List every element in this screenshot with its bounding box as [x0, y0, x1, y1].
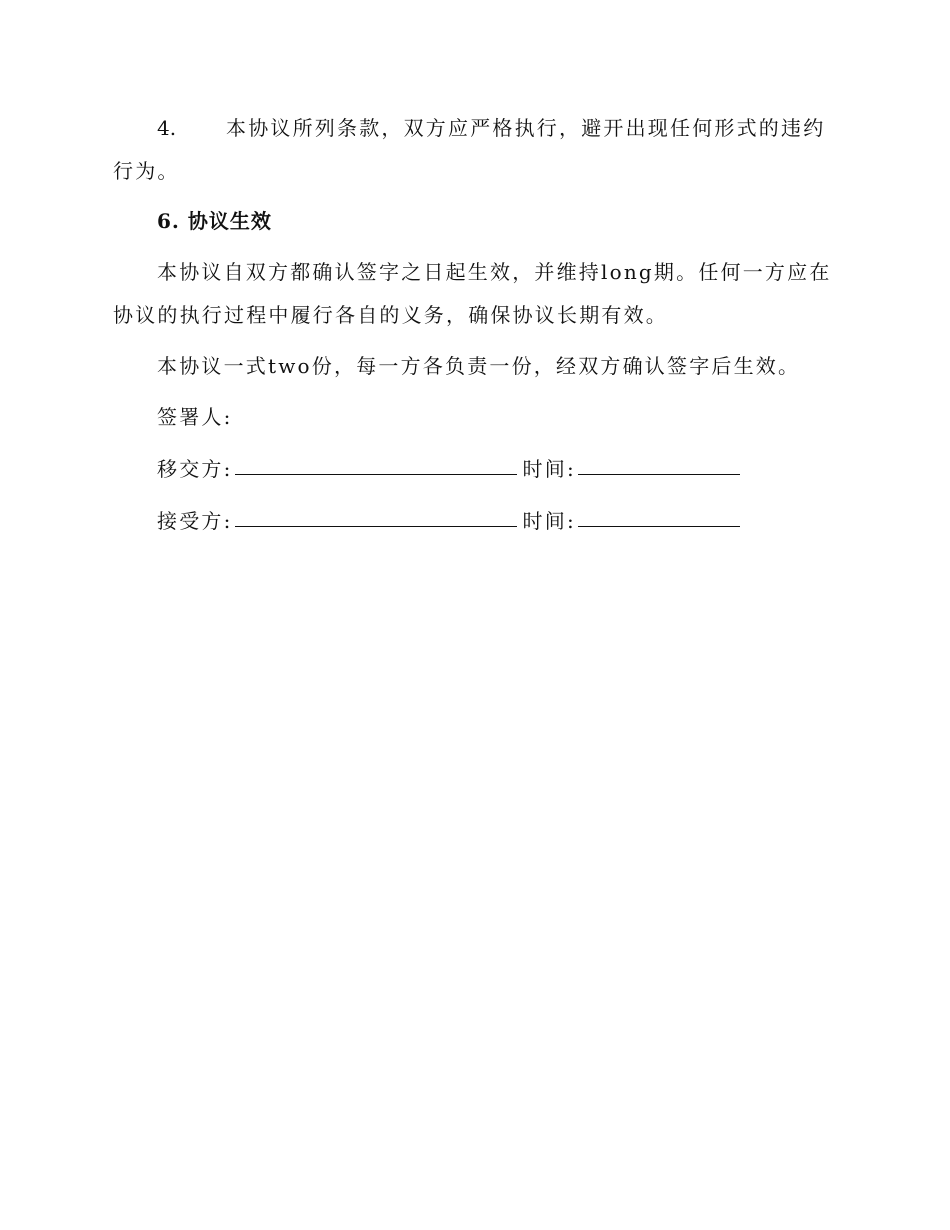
paragraph-copies: 本协议一式two份，每一方各负责一份，经双方确认签字后生效。	[157, 354, 801, 378]
time-label: 时间:	[522, 509, 576, 533]
signature-row-transferor	[157, 448, 740, 491]
party-label: 移交方:	[157, 457, 233, 481]
signature-line	[235, 525, 517, 527]
list-item-number: 4.	[157, 116, 177, 140]
signature-row-receiver	[157, 500, 740, 543]
time-line	[578, 525, 740, 527]
paragraph-effective: 本协议自双方都确认签字之日起生效，并维持long期。任何一方应在协议的执行过程中履行各自的义务，确保协议长期有效。	[113, 260, 832, 327]
time-label: 时间:	[522, 457, 576, 481]
signature-line	[235, 473, 517, 475]
list-item-text: 本协议所列条款，双方应严格执行，避开出现任何形式的违约行为。	[113, 116, 826, 183]
section-heading: 6. 协议生效	[157, 209, 272, 233]
party-label: 接受方:	[157, 509, 233, 533]
list-item-4	[113, 107, 833, 193]
time-line	[578, 473, 740, 475]
signatories-title: 签署人:	[157, 405, 233, 429]
